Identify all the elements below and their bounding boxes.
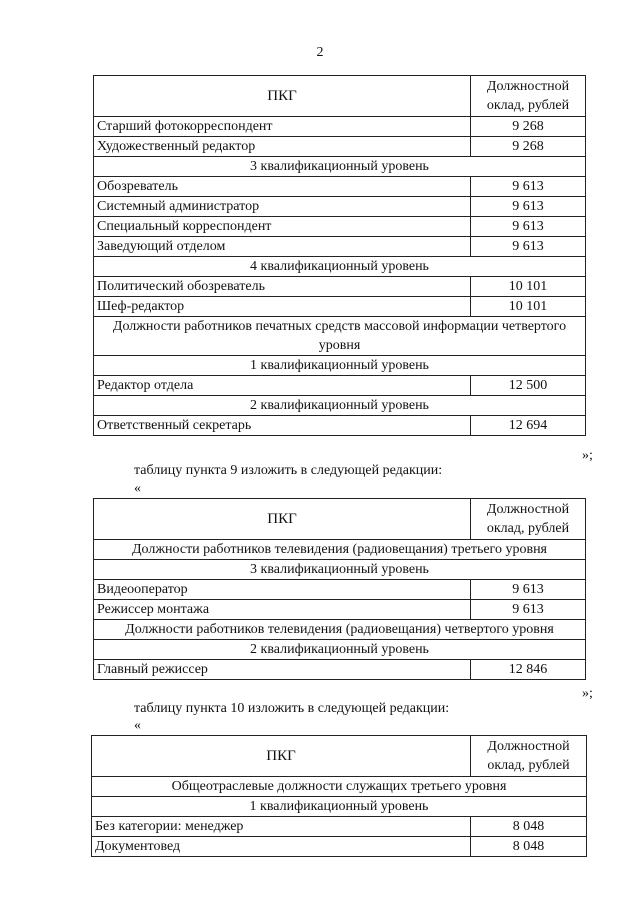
column-header-group: ПКГ [92,736,471,777]
qualification-level: 3 квалификационный уровень [94,560,586,580]
section-heading: Общеотраслевые должности служащих третьего уровня [92,777,587,797]
section-heading-row [94,540,586,560]
salary-value: 10 101 [471,297,586,317]
table-row [94,580,586,600]
qualification-level: 3 квалификационный уровень [94,157,586,177]
section-heading: Должности работников телевидения (радиовещания) третьего уровня [94,540,586,560]
amendment-paragraph: таблицу пункта 10 изложить в следующей редакции: [134,701,450,716]
position-name: Обозреватель [94,177,471,197]
table-row [94,600,586,620]
qualification-level-row [94,640,586,660]
salary-table-3 [91,735,587,857]
qualification-level: 2 квалификационный уровень [94,640,586,660]
position-name: Старший фотокорреспондент [94,117,471,137]
qualification-level-row [94,257,586,277]
table-row [94,137,586,157]
qualification-level-row [94,356,586,376]
salary-table-2 [93,498,586,680]
salary-value: 12 694 [471,416,586,436]
salary-value: 9 613 [471,580,586,600]
amendment-paragraph: таблицу пункта 9 изложить в следующей редакции: [134,463,443,478]
column-header-salary: Должностной оклад, рублей [471,499,586,540]
position-name: Художественный редактор [94,137,471,157]
salary-value: 9 613 [471,237,586,257]
salary-value: 12 846 [471,660,586,680]
salary-table-1 [93,75,586,436]
qualification-level-row [94,396,586,416]
column-header-salary: Должностной оклад, рублей [471,736,587,777]
salary-value: 10 101 [471,277,586,297]
table-row [94,376,586,396]
position-name: Видеооператор [94,580,471,600]
salary-value: 9 613 [471,177,586,197]
opening-quote: « [134,481,141,496]
section-heading-row [94,620,586,640]
salary-value: 8 048 [471,837,587,857]
table-row [94,297,586,317]
salary-value: 9 613 [471,600,586,620]
position-name: Специальный корреспондент [94,217,471,237]
opening-quote: « [134,718,141,733]
table-row [94,217,586,237]
column-header-group: ПКГ [94,76,471,117]
qualification-level: 2 квалификационный уровень [94,396,586,416]
salary-value: 9 613 [471,217,586,237]
salary-value: 12 500 [471,376,586,396]
table-row [94,277,586,297]
qualification-level: 1 квалификационный уровень [94,356,586,376]
position-name: Политический обозреватель [94,277,471,297]
section-heading-row [94,317,586,356]
section-heading: Должности работников телевидения (радиовещания) четвертого уровня [94,620,586,640]
qualification-level-row [92,797,587,817]
position-name: Режиссер монтажа [94,600,471,620]
qualification-level-row [94,157,586,177]
position-name: Заведующий отделом [94,237,471,257]
section-heading-row [92,777,587,797]
salary-value: 9 268 [471,117,586,137]
table-row [94,416,586,436]
table-row [94,117,586,137]
salary-value: 8 048 [471,817,587,837]
position-name: Документовед [92,837,471,857]
closing-quote: »; [582,448,593,463]
salary-value: 9 268 [471,137,586,157]
table-row [92,837,587,857]
qualification-level-row [94,560,586,580]
salary-value: 9 613 [471,197,586,217]
page-number: 2 [316,45,324,60]
table-row [94,177,586,197]
position-name: Ответственный секретарь [94,416,471,436]
position-name: Шеф-редактор [94,297,471,317]
closing-quote: »; [582,686,593,701]
qualification-level: 4 квалификационный уровень [94,257,586,277]
position-name: Редактор отдела [94,376,471,396]
column-header-group: ПКГ [94,499,471,540]
position-name: Без категории: менеджер [92,817,471,837]
table-row [92,817,587,837]
table-row [94,237,586,257]
table-row [94,660,586,680]
qualification-level: 1 квалификационный уровень [92,797,587,817]
column-header-salary: Должностной оклад, рублей [471,76,586,117]
position-name: Главный режиссер [94,660,471,680]
table-row [94,197,586,217]
section-heading: Должности работников печатных средств массовой информации четвертого уровня [94,317,586,356]
position-name: Системный администратор [94,197,471,217]
